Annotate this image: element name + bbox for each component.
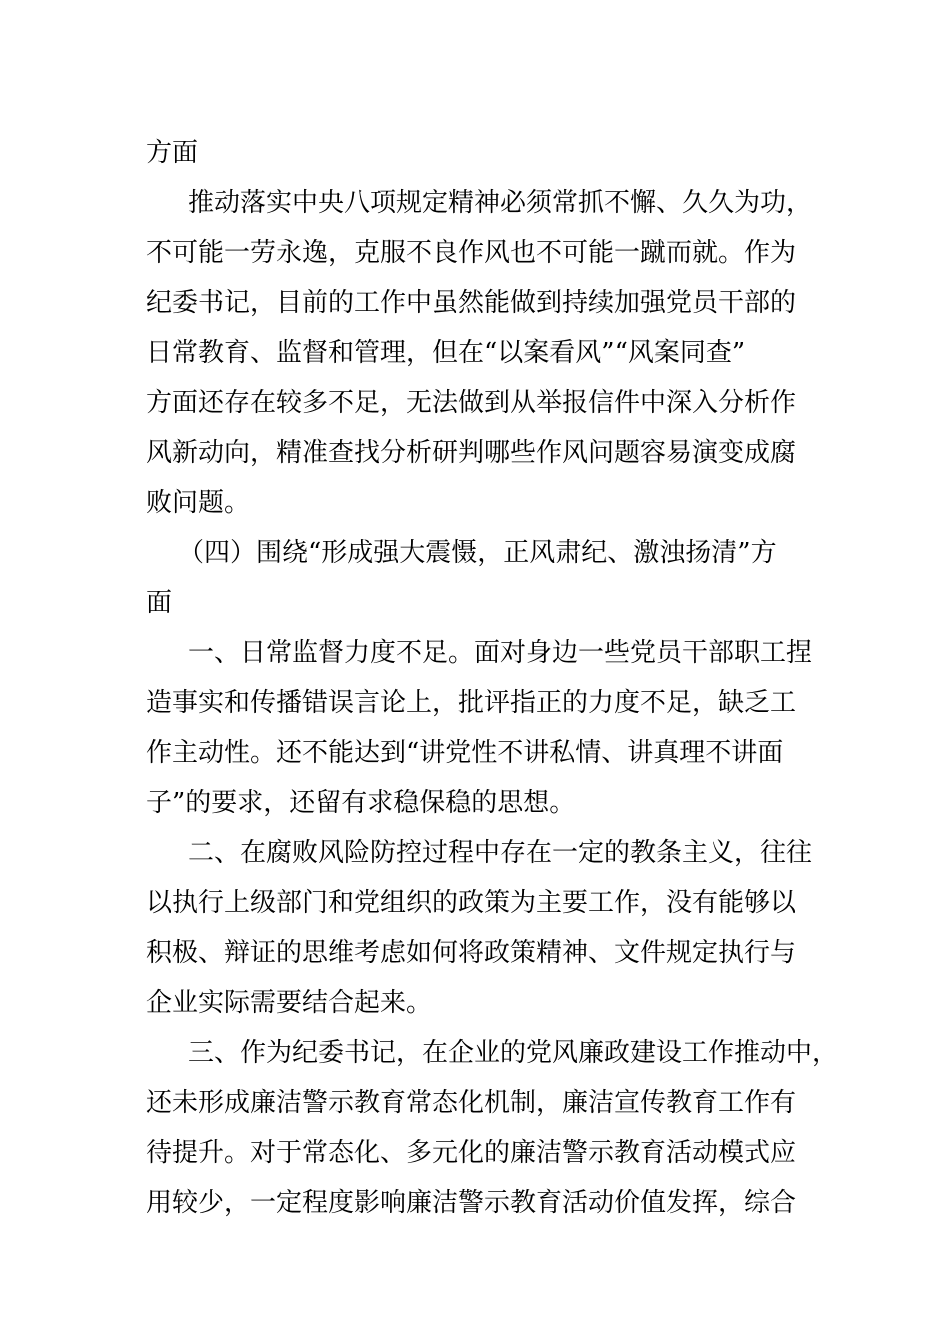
text-line: 方面 <box>146 138 199 168</box>
paragraph-first-line: 推动落实中央八项规定精神必须常抓不懈、久久为功， <box>188 188 813 218</box>
text-line: 败问题。 <box>146 488 251 518</box>
paragraph-first-line: 二、在腐败风险防控过程中存在一定的教条主义，往往 <box>188 838 813 868</box>
text-line: 方面还存在较多不足，无法做到从举报信件中深入分析作 <box>146 388 797 418</box>
text-line: 用较少，一定程度影响廉洁警示教育活动价值发挥，综合 <box>146 1188 797 1218</box>
text-line: 不可能一劳永逸，克服不良作风也不可能一蹴而就。作为 <box>146 238 797 268</box>
text-line: 日常教育、监督和管理，但在“以案看风”“风案同查” <box>146 338 746 368</box>
text-line: 企业实际需要结合起来。 <box>146 988 433 1018</box>
text-line: 积极、辩证的思维考虑如何将政策精神、文件规定执行与 <box>146 938 797 968</box>
text-line: 子”的要求，还留有求稳保稳的思想。 <box>146 788 576 818</box>
text-line: 作主动性。还不能达到“讲党性不讲私情、讲真理不讲面 <box>146 738 784 768</box>
section-heading: （四）围绕“形成强大震慑，正风肃纪、激浊扬清”方 <box>178 538 777 568</box>
text-line: 纪委书记，目前的工作中虽然能做到持续加强党员干部的 <box>146 288 797 318</box>
paragraph-first-line: 一、日常监督力度不足。面对身边一些党员干部职工捏 <box>188 638 813 668</box>
text-line: 待提升。对于常态化、多元化的廉洁警示教育活动模式应 <box>146 1138 797 1168</box>
text-line: 风新动向，精准查找分析研判哪些作风问题容易演变成腐 <box>146 438 797 468</box>
text-line: 造事实和传播错误言论上，批评指正的力度不足，缺乏工 <box>146 688 797 718</box>
section-heading-continued: 面 <box>146 588 173 618</box>
paragraph-first-line: 三、作为纪委书记，在企业的党风廉政建设工作推动中， <box>188 1038 839 1068</box>
text-line: 还未形成廉洁警示教育常态化机制，廉洁宣传教育工作有 <box>146 1088 797 1118</box>
text-line: 以执行上级部门和党组织的政策为主要工作，没有能够以 <box>146 888 797 918</box>
